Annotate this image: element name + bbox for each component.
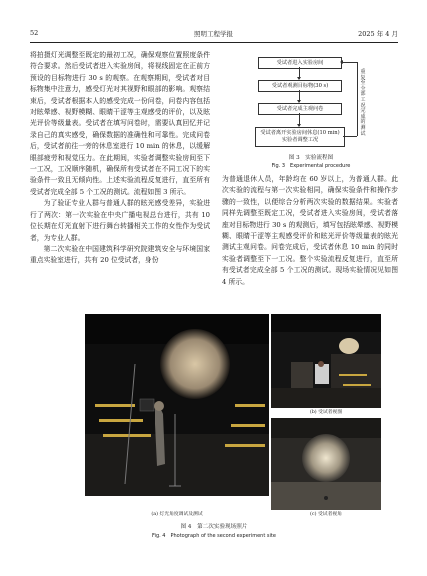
flow-step-4: 受试者离开实验房间休息(10 min) 实验者调整工况 (255, 127, 345, 147)
left-paragraph-2: 为了验证专业人群与普通人群的眩光感受差异，实验进行了两次：第一次实验在中央广播电视总台进行，共有 10 位长期在灯光直射下进行舞台转播相关工作的女性作为受试者，为专业人群。 (30, 199, 210, 242)
flow-arrow-2 (299, 90, 300, 102)
flow-step-1: 受试者进入实验房间 (258, 57, 342, 69)
flow-step-3: 受试者完成主观问卷 (258, 103, 342, 115)
right-paragraph-1: 为普通退休人员，年龄均在 60 岁以上，为普通人群。此次实验的流程与第一次实验相同，确保实验条件和操作步骤的一致性，以便综合分析两次实验的数据结果。实验者同样先调整至既定工况，受试者进入实验房间，受试者落座对目标物进行 30 s 的观测后，填写包括眩晕感、视野模糊、眼睛干涩等主观感受评价和眩光评价等级量表的眩光测试主观问卷。问卷完成后，受试者休息 10 min 的同时实验者调整至下一工况。整个实验流程反复进行，直至所有受试者完成全部 5 个工况的测试。现场实验情况见如图 4 所示。 (222, 175, 398, 286)
fig4-caption-en: Fig. 4 Photograph of the second experiment site (152, 533, 276, 539)
subject-view-scene (271, 314, 381, 408)
flow-arrow-3 (299, 113, 300, 126)
fig4-sublabel-b: (b) 受试者视图 (309, 410, 343, 415)
loop-label: 重复至全部工况完成的测试 (360, 69, 366, 137)
loop-arrow-head (340, 60, 343, 64)
photo-subject-view (271, 314, 381, 408)
right-column (222, 174, 398, 288)
journal-name: 照明工程学报 (194, 30, 233, 38)
fig4-caption-cn: 图 4 第二次实验现场照片 (180, 524, 248, 530)
photo-subject-perspective (271, 418, 381, 510)
loop-line-top (341, 62, 357, 63)
fig4-sublabel-a: (a) 灯光角度调试及测试 (151, 512, 203, 517)
flow-step-2: 受试者观测目标物(30 s) (258, 80, 342, 92)
loop-line-bottom (343, 136, 357, 137)
subject-perspective-scene (271, 418, 381, 510)
flow-arrow-1 (299, 67, 300, 79)
issue-date: 2025 年 4 月 (358, 30, 398, 38)
header-rule (30, 42, 398, 43)
loop-line-side (357, 62, 358, 136)
light-adjustment-scene (85, 314, 269, 496)
left-paragraph-3: 第二次实验在中国建筑科学研究院建筑安全与环境国家重点实验室进行，共有 20 位受试者，身份 (30, 244, 210, 265)
fig4-sublabel-c: (c) 受试者视角 (310, 512, 342, 517)
fig3-caption-en: Fig. 3 Experimental procedure (271, 163, 351, 169)
fig3-caption-cn: 图 3 实验流程图 (288, 155, 334, 161)
page-number: 52 (30, 29, 39, 37)
photo-light-adjustment (85, 314, 269, 496)
left-column (30, 50, 210, 267)
left-paragraph-1: 将拍摄灯光调整至既定的最初工况，确保观察位置照度条件符合要求。然后受试者进入实验房间，将视线固定在正前方预设的目标物进行 30 s 的观察。在观察期间，受试者对目标物集中注意力，感受灯光对其视野和眼部的影响。观察结束后，受试者根据本人的感受完成一份问卷，问卷内容包括对眩晕感、视野模糊、眼睛干涩等主观感受的评价，以及眩光评价等级量表。受试者在填写问卷时，需要认真回忆并记录自己的真实感受，确保数据的准确性和可靠性。完成问卷后，受试者前往一旁的休息室进行 10 min 的休息，以缓解眼部疲劳和视觉压力。在此期间，实验者调整实验房间至下一工况，工况顺序随机，确保所有受试者在不同工况下的实验条件一致且无倾向性。上述实验流程反复进行，直至所有受试者完成全部 5 个工况的测试。流程如图 3 所示。 (30, 51, 210, 196)
